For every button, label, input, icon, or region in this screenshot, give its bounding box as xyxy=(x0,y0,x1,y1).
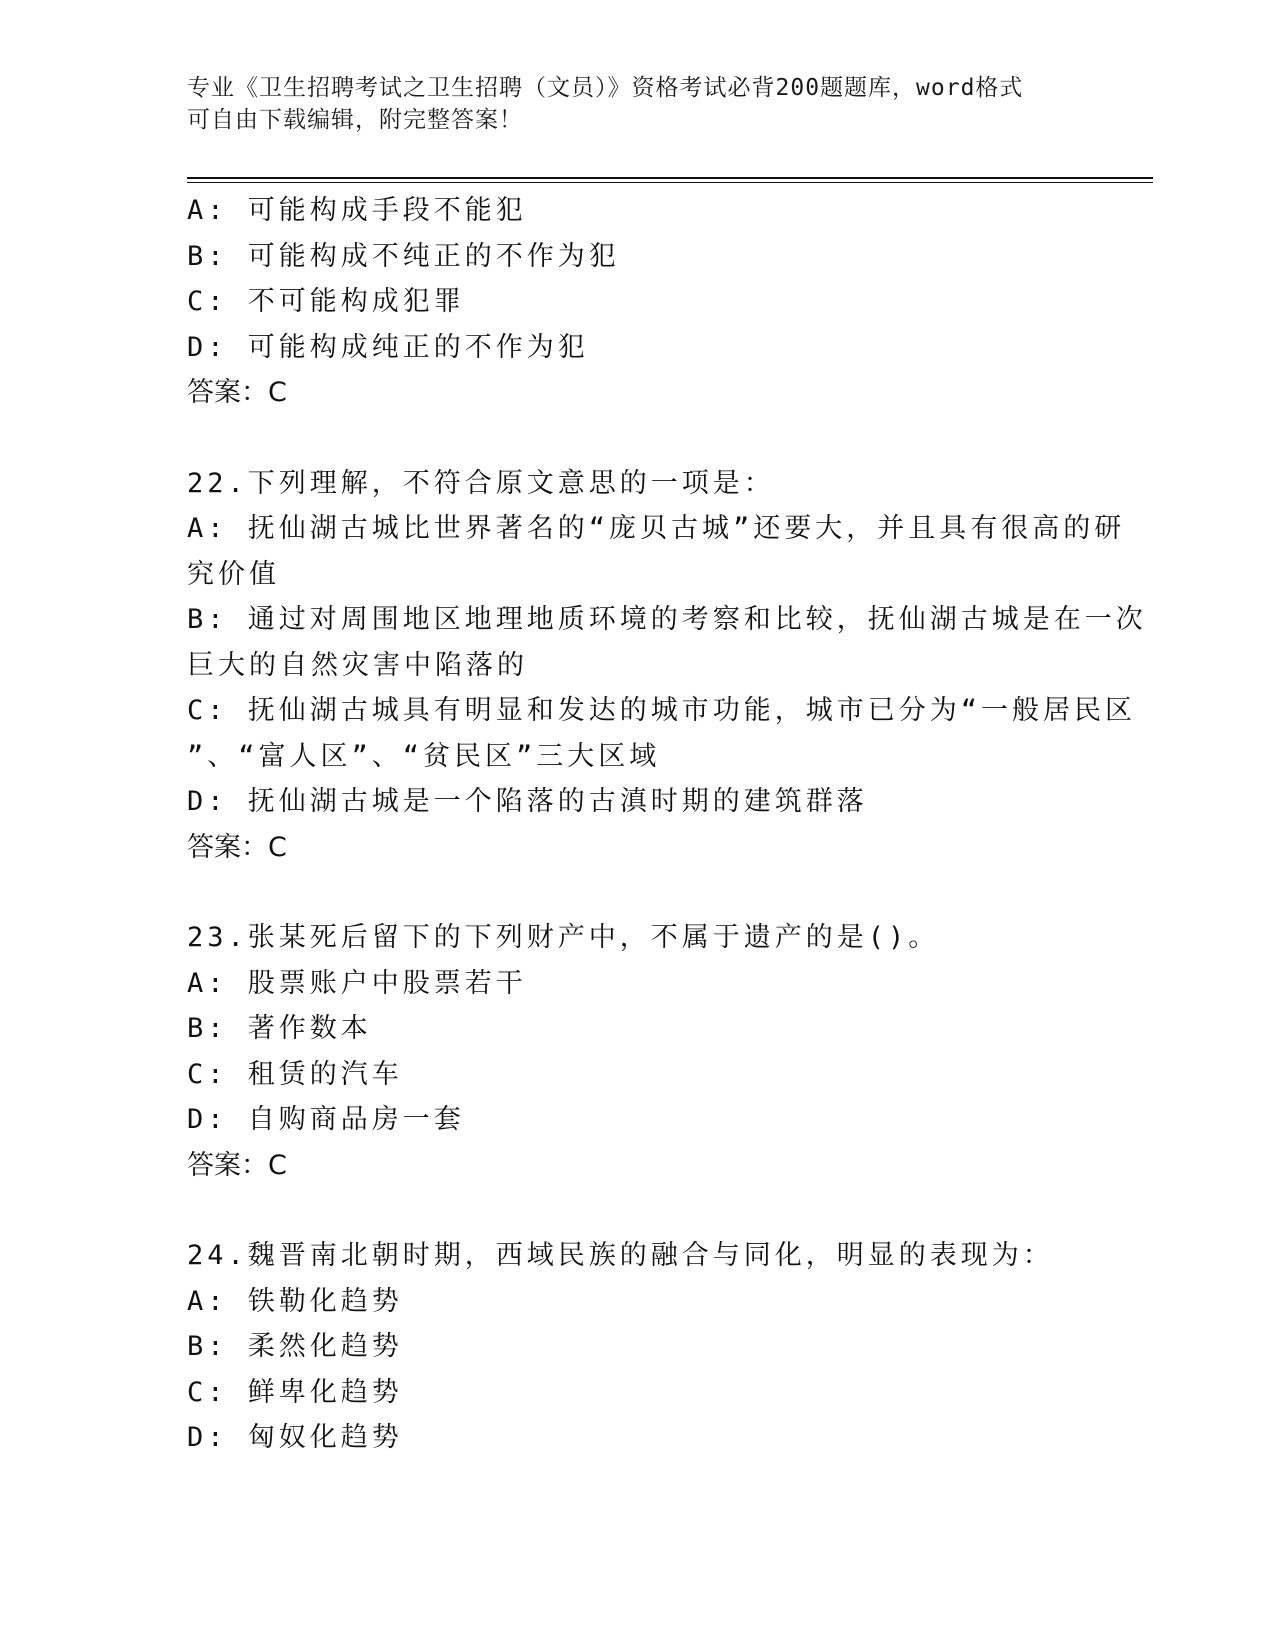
option-c: C: 不可能构成犯罪 xyxy=(187,286,465,317)
question-block-prev xyxy=(187,188,1087,416)
header-title-line-2: 可自由下载编辑，附完整答案！ xyxy=(187,107,523,133)
answer-line: 答案：C xyxy=(187,377,287,408)
option-d: D: 可能构成纯正的不作为犯 xyxy=(187,331,589,363)
option-a: A: 抚仙湖古城比世界著名的“庞贝古城”还要大，并且具有很高的研 xyxy=(187,513,1126,544)
option-a: A: 股票账户中股票若干 xyxy=(187,967,527,999)
question-text: 22.下列理解，不符合原文意思的一项是： xyxy=(187,467,775,499)
option-b-continued: 巨大的自然灾害中陷落的 xyxy=(187,649,528,681)
option-d: D: 匈奴化趋势 xyxy=(187,1422,403,1453)
option-b: B: 著作数本 xyxy=(187,1013,372,1044)
option-b: B: 柔然化趋势 xyxy=(187,1331,403,1362)
option-d: D: 抚仙湖古城是一个陷落的古滇时期的建筑群落 xyxy=(187,786,868,817)
option-c: C: 鲜卑化趋势 xyxy=(187,1376,403,1408)
option-a-continued: 究价值 xyxy=(187,558,280,590)
option-a: A: 可能构成手段不能犯 xyxy=(187,195,527,226)
option-c: C: 抚仙湖古城具有明显和发达的城市功能，城市已分为“一般居民区 xyxy=(187,695,1137,726)
question-text: 24.魏晋南北朝时期，西域民族的融合与同化，明显的表现为： xyxy=(187,1240,1054,1271)
question-block-23 xyxy=(187,915,1087,1188)
page-header xyxy=(187,72,1087,136)
spacer xyxy=(187,1188,1087,1233)
option-a: A: 铁勒化趋势 xyxy=(187,1285,403,1317)
option-b: B: 可能构成不纯正的不作为犯 xyxy=(187,240,620,272)
header-title-line-1: 专业《卫生招聘考试之卫生招聘（文员）》资格考试必背200题题库，word格式 xyxy=(187,75,1024,101)
option-b: B: 通过对周围地区地理地质环境的考察和比较，抚仙湖古城是在一次 xyxy=(187,604,1147,635)
spacer xyxy=(187,870,1087,915)
option-d: D: 自购商品房一套 xyxy=(187,1104,465,1135)
header-divider-thick xyxy=(187,177,1153,179)
option-c: C: 租赁的汽车 xyxy=(187,1058,403,1090)
spacer xyxy=(187,416,1087,461)
answer-line: 答案：C xyxy=(187,1149,287,1181)
question-block-24 xyxy=(187,1233,1087,1461)
option-c-continued: ”、“富人区”、“贫民区”三大区域 xyxy=(187,740,661,772)
document-body xyxy=(187,188,1147,1461)
question-text: 23.张某死后留下的下列财产中，不属于遗产的是()。 xyxy=(187,922,940,953)
answer-line: 答案：C xyxy=(187,831,287,863)
header-divider-thin xyxy=(187,182,1153,183)
question-block-22 xyxy=(187,461,1147,871)
